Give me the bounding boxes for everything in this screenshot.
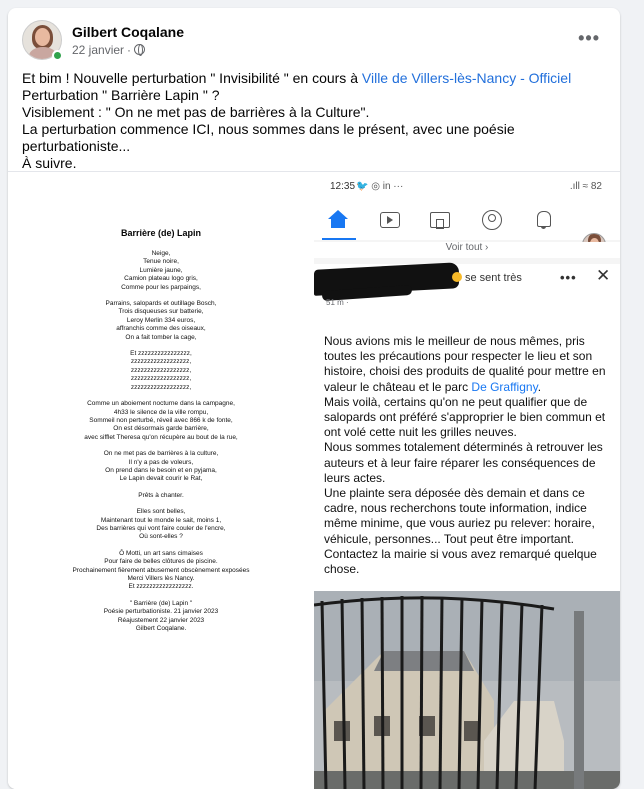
screenshot-image[interactable] [314,172,620,789]
online-indicator [52,50,63,61]
poem-line: On prend dans le besoin et en pyjama, [105,466,217,474]
embedded-post [314,264,620,789]
globe-icon [134,44,145,55]
poem-line: Il n'y a pas de voleurs, [128,458,194,466]
poem-line: On ne met pas de barrières à la culture, [103,450,219,458]
home-active-indicator [322,238,356,240]
poem-line: Pour faire de belles clôtures de piscine. [104,558,218,566]
poem-stanza [8,492,314,500]
poem-line: avec sifflet Theresa qu'on récupère au bout de la rue, [84,433,238,441]
poem-line: zzzzzzzzzzzzzzzzzz, [130,366,192,374]
poem-image[interactable] [8,172,314,789]
poem-line: Et zzzzzzzzzzzzzzzz, [130,350,192,358]
poem-body [8,250,314,641]
poem-line: Prochainement fièrement abusement obscènement exposées [72,566,250,574]
poem-line: Tenue noire, [143,258,179,266]
poem-stanza [8,250,314,292]
post-text [22,70,612,172]
poem-line: Sommeil non perturbé, réveil avec 866 k de fonte, [89,416,233,424]
poem-line: Camion plateau logo gris, [124,275,198,283]
poem-stanza [8,400,314,442]
embedded-post-text [324,334,614,577]
poem-line: zzzzzzzzzzzzzzzzzz, [130,358,192,366]
poem-line: On est désormais garde barrière, [113,425,209,433]
date-separator: · [127,42,132,57]
embedded-p1: Nous avions mis le meilleur de nous mêmes, pris toutes les précautions pour respecter le lieu et son histoire, choisi des produits de qualité pour mettre en valeur le château et le parc [324,334,606,394]
poem-line: Prêts à chanter. [138,491,184,499]
status-icons: 🐦 ◎ in ··· [356,181,404,192]
poem-line: Comme pour les parpaings, [121,283,201,291]
home-icon [328,210,348,230]
embedded-post-time: 51 m · [326,298,349,307]
poem-line: Où sont-elles ? [139,533,183,541]
graffigny-link: De Graffigny [471,379,538,394]
poem-stanza [8,550,314,592]
poem-line: zzzzzzzzzzzzzzzzzz, [130,383,192,391]
emoji-icon [452,272,462,282]
profile-icon [482,210,502,230]
post-line-2: Perturbation " Barrière Lapin " ? [22,87,220,103]
poem-line: Maintenant tout le monde le sait, moins 1, [100,516,222,524]
poem-line: Merci Villers lès Nancy. [127,575,195,582]
poem-line: Parrains, salopards et outillage Bosch, [105,300,217,308]
poem-line: On a fait tomber la cage, [125,333,197,341]
poem-line: Neige, [151,250,171,257]
poem-line: Des barrières qui vont faire couler de l'encre, [96,524,226,532]
poem-stanza [8,600,314,634]
embedded-p2: Mais voilà, certains qu'on ne peut qualifier que de salopards ont préféré s'approprier le bien commun et ont volé cette nuit les grilles neuves. [324,394,606,440]
voir-tout-link: Voir tout › [314,242,620,258]
poem-line: Comme un aboiement nocturne dans la campagne, [87,400,235,408]
poem-line: Réajustement 22 janvier 2023 [117,616,205,624]
post-card [8,8,620,789]
embedded-p4: Une plainte sera déposée dès demain et dans ce cadre, nous recherchons toute information, indice même minime, que vous auriez pu relever: horaire, véhicule, personnes... Tout peut être important. Contactez la mairie si vous avez remarqué quelque chose. [324,486,597,577]
poem-line: Poésie perturbationiste. 21 janvier 2023 [103,608,219,616]
close-icon: ✕ [596,266,611,285]
embedded-p1-end: . [537,379,542,394]
status-time: 12:35 [330,181,356,192]
post-media [8,171,620,789]
poem-stanza [8,300,314,342]
post-header [22,20,184,60]
embedded-p3: Nous sommes totalement déterminés à retrouver les auteurs et à leur faire réparer les conséquences de leurs actes. [324,440,603,485]
post-date[interactable]: 22 janvier [72,42,125,57]
more-options-button[interactable]: ••• [578,28,600,48]
embedded-more-icon: ••• [560,270,577,285]
gate-photo [314,591,620,789]
poem-stanza [8,508,314,542]
fb-navbar [314,200,620,240]
poem-line: Gilbert Coqalane. [135,625,187,633]
post-line-4: La perturbation commence ICI, nous sommes dans le présent, avec une poésie perturbationiste... [22,121,515,154]
poem-line: Le Lapin devait courir le Rat, [119,475,203,483]
feeling-text: se sent très [465,272,522,284]
page-link[interactable]: Ville de Villers-lès-Nancy - Officiel [361,70,572,86]
poem-stanza [8,350,314,392]
status-bar [314,172,620,200]
video-icon [380,212,400,228]
poem-line: Lumière jaune, [139,266,183,274]
post-line-5: À suivre. [22,155,77,171]
status-right: .ıll ≈ 82 [569,181,602,192]
poem-line: Elles sont belles, [136,508,186,516]
bell-icon [534,210,554,230]
poem-line: Leroy Merlin 334 euros, [126,316,196,324]
post-line-3: Visiblement : " On ne met pas de barrières à la Culture". [22,104,370,120]
poem-line: 4h33 le silence de la ville rompu, [113,408,209,416]
poem-stanza [8,450,314,484]
poem-line: " Barrière (de) Lapin " [129,599,193,607]
marketplace-icon [430,212,450,228]
author-name[interactable]: Gilbert Coqalane [72,23,185,40]
poem-line: Ô Motti, un art sans cimaises [119,549,203,557]
poem-line: Et zzzzzzzzzzzzzzzzz. [128,583,194,591]
poem-line: Trois disqueuses sur batterie, [118,308,204,316]
poem-line: affranchis comme des oiseaux, [116,325,206,333]
post-line-1: Et bim ! Nouvelle perturbation " Invisibilité " en cours à [22,70,362,86]
poem-line: zzzzzzzzzzzzzzzzzz, [130,375,192,383]
poem-title: Barrière (de) Lapin [120,228,202,238]
